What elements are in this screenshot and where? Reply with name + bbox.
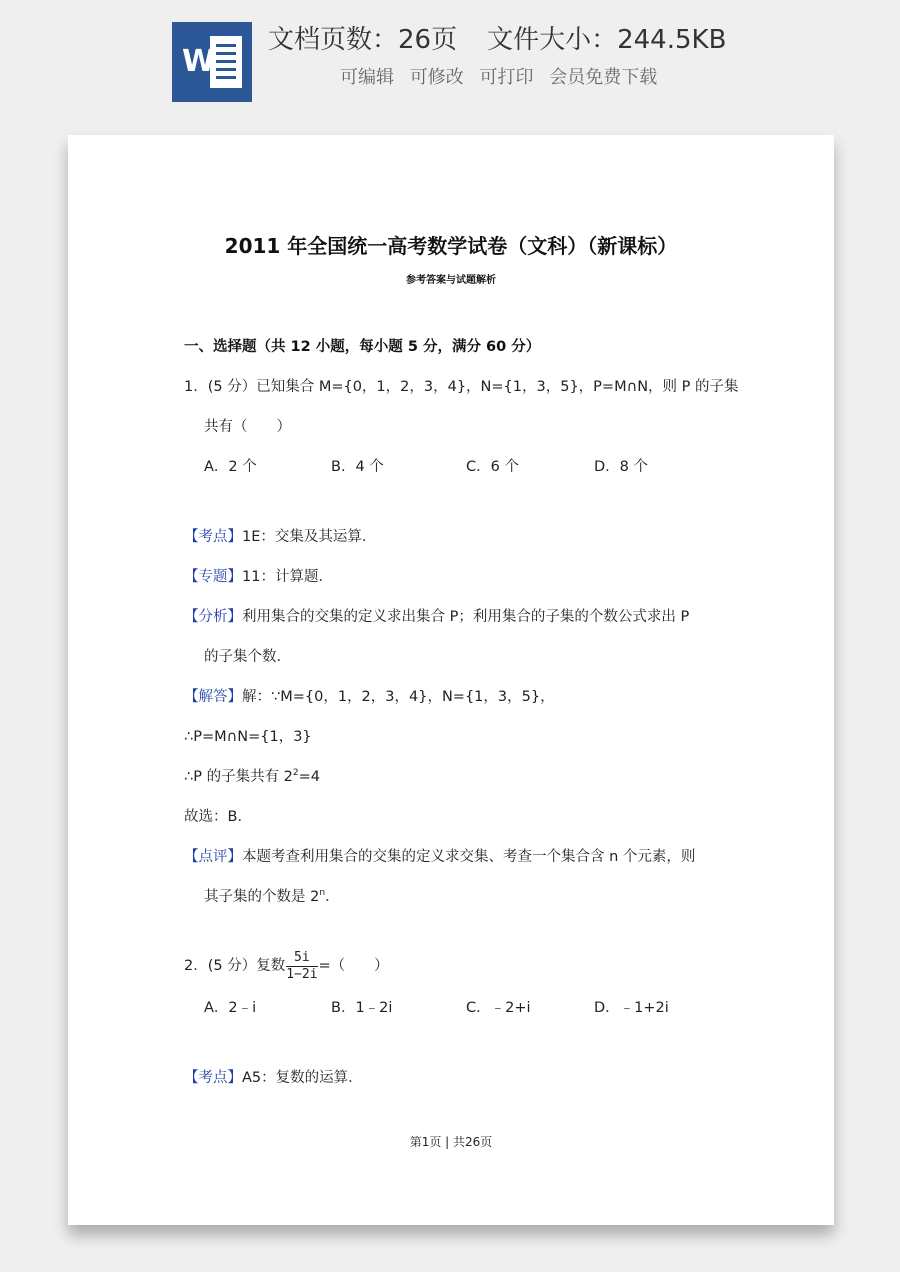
fraction-denominator: 1−2i [286,966,318,982]
q1-fenxi-tag: 【分析】 [184,609,242,625]
page-footer: 第1页 | 共26页 [409,1135,493,1149]
exam-subtitle: 参考答案与试题解析 [406,275,496,286]
question-1-option-d: D．8 个 [594,459,648,475]
q1-kaodian [184,527,376,547]
page-count-label: 文档页数：26页 [268,25,458,55]
question-2-option-b: B．1﹣2i [331,1000,393,1016]
document-stats [268,20,726,60]
q1-jieda-tag: 【解答】 [184,689,242,705]
section-heading: 一、选择题（共 12 小题，每小题 5 分，满分 60 分） [184,339,541,355]
q1-step-2 [184,767,320,787]
q1-dianping-exponent: n [319,888,326,899]
exam-title: 2011 年全国统一高考数学试卷（文科）（新课标） [224,234,678,258]
q1-dianping-end: ． [325,889,340,905]
q1-dianping-cont-text: 其子集的个数是 2 [204,889,320,905]
q1-step-2-result: =4 [298,769,321,785]
question-1-option-a: A．2 个 [204,459,257,475]
q1-jieda-text: 解：∵M={0，1，2，3，4}，N={1，3，5}， [242,689,555,705]
q2-kaodian [184,1068,363,1088]
q1-fenxi [184,607,689,627]
q1-dianping-tag: 【点评】 [184,849,242,865]
feature-modifiable: 可修改 [409,67,464,88]
feature-printable: 可打印 [479,67,534,88]
q1-kaodian-tag: 【考点】 [184,529,242,545]
question-2-fraction [286,950,317,983]
question-2-option-d: D．﹣1+2i [594,1000,669,1016]
question-2-prefix: 2．(5 分）复数 [184,958,286,974]
word-document-icon [172,22,252,102]
q1-zhuanti-text: 11：计算题． [242,569,333,585]
document-info-header [0,0,900,120]
q1-step-1: ∴P=M∩N={1，3} [184,729,312,745]
q1-step-3: 故选：B． [184,809,252,825]
question-1-option-c: C．6 个 [466,459,519,475]
q2-kaodian-text: A5：复数的运算． [242,1070,363,1086]
q1-jieda [184,687,555,707]
q1-dianping [184,847,695,867]
q1-dianping-text: 本题考查利用集合的交集的定义求交集、考查一个集合含 n 个元素，则 [242,849,696,865]
word-icon-letter: W [182,44,216,79]
document-page [68,135,834,1225]
question-2-option-c: C．﹣2+i [466,1000,531,1016]
question-1-stem-cont: 共有（ ） [204,419,291,435]
q1-zhuanti-tag: 【专题】 [184,569,242,585]
q1-zhuanti [184,567,333,587]
feature-list [340,64,657,92]
question-2-stem [184,947,389,985]
q1-step-2-exponent: 2 [292,768,299,779]
q1-dianping-cont [204,887,340,907]
q2-kaodian-tag: 【考点】 [184,1070,242,1086]
fraction-numerator: 5i [286,950,317,967]
q1-fenxi-text: 利用集合的交集的定义求出集合 P；利用集合的子集的个数公式求出 P [242,609,690,625]
q1-fenxi-cont: 的子集个数． [204,649,291,665]
feature-member-download: 会员免费下载 [549,67,658,88]
question-2-suffix: =（ ） [318,958,389,974]
file-size-label: 文件大小：244.5KB [487,25,727,55]
q1-step-2-text: ∴P 的子集共有 2 [184,769,293,785]
feature-editable: 可编辑 [340,67,394,88]
question-2-option-a: A．2﹣i [204,1000,257,1016]
question-1-stem: 1．(5 分）已知集合 M={0，1，2，3，4}，N={1，3，5}，P=M∩N，则 P 的子集 [184,379,739,395]
question-1-option-b: B．4 个 [331,459,384,475]
q1-kaodian-text: 1E：交集及其运算． [242,529,377,545]
